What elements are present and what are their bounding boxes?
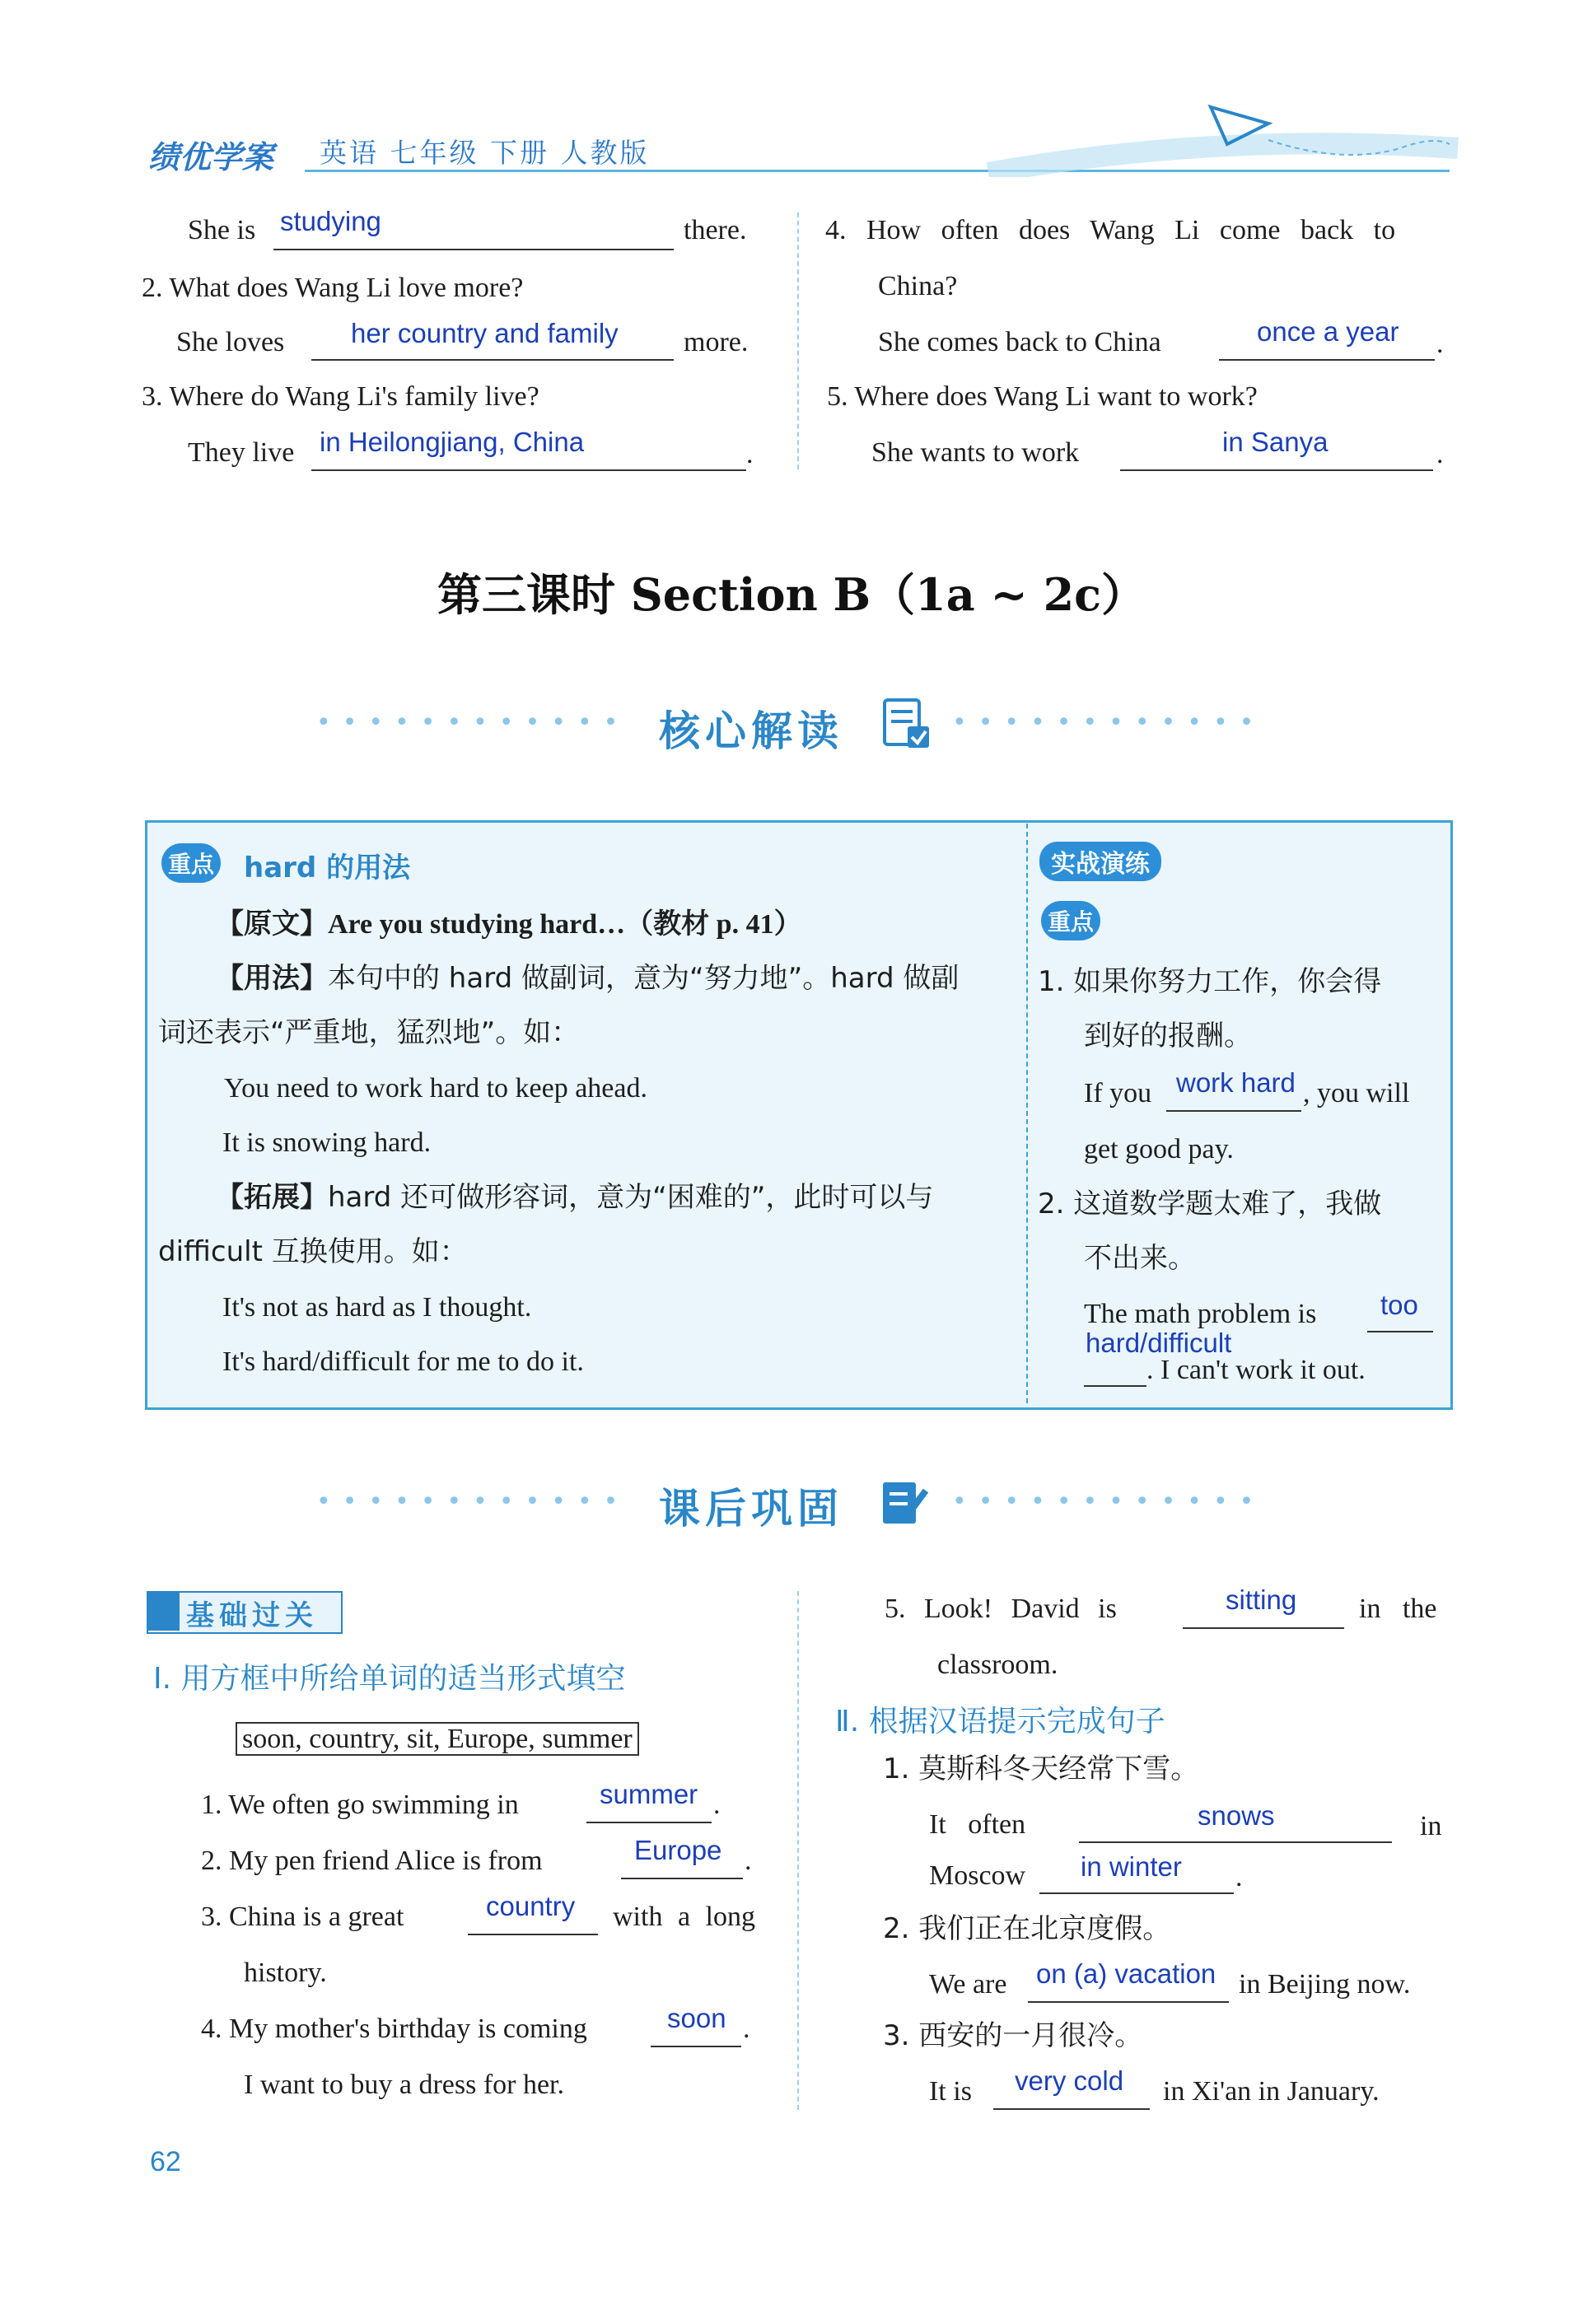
brand-logo: 绩优学案 <box>148 139 274 175</box>
dots-left: •••••••••••• <box>316 1487 630 1516</box>
answer-text: work hard <box>1176 1067 1296 1098</box>
answer-text: in Sanya <box>1222 427 1329 457</box>
answer-text: very cold <box>1015 2065 1124 2096</box>
line-text: more. <box>684 327 749 357</box>
question-2: 2. What does Wang Li love more? <box>142 273 524 303</box>
banner-core: 核心解读 <box>659 707 843 755</box>
example-1: You need to work hard to keep ahead. <box>224 1073 647 1104</box>
item-1: 1. We often go swimming in <box>201 1790 519 1820</box>
answer-text: sitting <box>1226 1584 1297 1615</box>
line-text: She wants to work <box>871 437 1080 468</box>
line-text: there. <box>684 215 747 245</box>
dots-right: •••••••••••• <box>952 708 1266 737</box>
item-cn-2: 2. 我们正在北京度假。 <box>883 1912 1171 1945</box>
example-2: It is snowing hard. <box>222 1127 432 1158</box>
answer-blank <box>311 469 746 471</box>
extend-line-1: 【拓展】hard 还可做形容词，意为“困难的”，此时可以与 <box>216 1181 934 1214</box>
line-text: in <box>1420 1811 1442 1841</box>
item-cn-1: 1. 莫斯科冬天经常下雪。 <box>883 1752 1199 1785</box>
question-3: 3. Where do Wang Li's family live? <box>142 381 539 412</box>
line-text: , you will <box>1303 1078 1410 1108</box>
answer-blank <box>468 1934 598 1935</box>
answer-blank <box>1079 1841 1392 1843</box>
practice-badge: 重点 <box>1041 901 1100 940</box>
item-cn-3: 3. 西安的一月很冷。 <box>883 2019 1143 2052</box>
line-text: . <box>745 1846 752 1876</box>
notes-icon <box>880 697 932 751</box>
answer-text: snows <box>1198 1800 1275 1831</box>
item-3: 3. China is a great <box>201 1902 404 1932</box>
section-2-title: Ⅱ. 根据汉语提示完成句子 <box>835 1705 1165 1738</box>
practice-1-cn-cont: 到好的报酬。 <box>1084 1020 1252 1052</box>
answer-text: country <box>486 1891 576 1921</box>
answer-text: on (a) vacation <box>1036 1958 1216 1989</box>
word-box: soon, country, sit, Europe, summer <box>236 1721 639 1757</box>
line-text: We are <box>929 1969 1007 2000</box>
book-pen-icon <box>878 1476 931 1530</box>
column-divider <box>797 212 799 469</box>
box-divider <box>1026 824 1028 1403</box>
flag-icon <box>147 1591 180 1631</box>
question-4-cont: China? <box>878 271 958 301</box>
answer-blank <box>651 2046 741 2047</box>
page-number: 62 <box>150 2146 181 2177</box>
line-text: in the <box>1359 1594 1437 1624</box>
answer-blank <box>1219 359 1435 361</box>
key-badge: 重点 <box>161 843 221 883</box>
answer-text: in Heilongjiang, China <box>320 427 585 457</box>
practice-pill: 实战演练 <box>1039 842 1161 881</box>
line-text: . I can't work it out. <box>1146 1355 1366 1385</box>
extend-line-2: difficult 互换使用。如： <box>158 1235 468 1268</box>
item-5: 5. Look! David is <box>885 1594 1117 1624</box>
question-5: 5. Where does Wang Li want to work? <box>827 381 1258 412</box>
answer-text: studying <box>280 206 381 236</box>
line-text: Moscow <box>929 1860 1026 1891</box>
line-text: . <box>1436 439 1444 469</box>
practice-2-cn-cont: 不出来。 <box>1084 1242 1196 1275</box>
line-text: It often <box>929 1809 1026 1840</box>
column-divider <box>797 1591 799 2110</box>
answer-blank <box>586 1822 712 1823</box>
basic-badge: 基础过关 <box>186 1599 318 1632</box>
line-text: history. <box>244 1958 327 1988</box>
answer-blank <box>1183 1627 1344 1629</box>
line-text: . <box>713 1790 721 1820</box>
answer-blank <box>311 359 674 361</box>
answer-blank <box>1084 1385 1146 1387</box>
line-text: classroom. <box>937 1650 1058 1680</box>
line-text: If you <box>1084 1078 1152 1108</box>
paper-plane-icon <box>972 99 1466 177</box>
line-text: in Xi'an in January. <box>1163 2076 1380 2107</box>
line-text: It is <box>929 2076 972 2107</box>
dots-left: •••••••••••• <box>316 708 630 737</box>
line-text: The math problem is <box>1084 1299 1317 1329</box>
header-subtitle: 英语 七年级 下册 人教版 <box>320 137 650 169</box>
answer-blank <box>993 2108 1150 2110</box>
answer-blank <box>273 249 674 250</box>
answer-blank <box>1039 1892 1234 1894</box>
example-3: It's not as hard as I thought. <box>222 1292 532 1323</box>
line-text: . <box>1436 329 1444 359</box>
answer-text: her country and family <box>351 318 619 348</box>
practice-2-cn: 2. 这道数学题太难了，我做 <box>1038 1188 1382 1220</box>
example-4: It's hard/difficult for me to do it. <box>222 1346 584 1377</box>
usage-line-2: 词还表示“严重地，猛烈地”。如： <box>158 1016 580 1049</box>
answer-text: summer <box>600 1779 698 1809</box>
line-text: in Beijing now. <box>1239 1969 1411 2000</box>
line-text: She loves <box>176 327 285 357</box>
line-text: She comes back to China <box>878 327 1161 357</box>
line-text: . <box>743 2014 750 2044</box>
item-2: 2. My pen friend Alice is from <box>201 1846 543 1876</box>
line-text: They live <box>188 437 295 468</box>
section-1-title: Ⅰ. 用方框中所给单词的适当形式填空 <box>153 1662 626 1696</box>
banner-consolidate: 课后巩固 <box>659 1485 843 1533</box>
answer-blank <box>1028 2001 1229 2003</box>
section-title: 第三课时 Section B（1a ~ 2c） <box>437 568 1146 621</box>
key-title: hard 的用法 <box>244 852 411 884</box>
line-text: . <box>746 439 754 469</box>
original-label: 【原文】Are you studying hard…（教材 p. 41） <box>216 908 802 940</box>
answer-text: Europe <box>634 1835 722 1865</box>
answer-blank <box>1120 469 1433 471</box>
line-text: with a long <box>613 1902 755 1932</box>
line-text: get good pay. <box>1084 1134 1234 1164</box>
question-4: 4. How often does Wang Li come back to <box>825 215 1396 245</box>
item-4: 4. My mother's birthday is coming <box>201 2014 587 2044</box>
answer-text: hard/difficult <box>1086 1328 1232 1358</box>
answer-text: soon <box>667 2003 726 2033</box>
dots-right: •••••••••••• <box>952 1487 1266 1516</box>
line-she-is: She is <box>188 215 256 245</box>
usage-line-1: 【用法】本句中的 hard 做副词，意为“努力地”。hard 做副 <box>216 962 960 995</box>
answer-text: once a year <box>1257 316 1399 347</box>
answer-blank <box>1367 1331 1433 1332</box>
line-text: . <box>1235 1862 1243 1892</box>
answer-blank <box>1166 1110 1301 1112</box>
answer-blank <box>621 1878 743 1879</box>
answer-text: in winter <box>1081 1851 1182 1882</box>
line-text: I want to buy a dress for her. <box>244 2070 565 2100</box>
answer-text: too <box>1380 1290 1418 1320</box>
practice-1-cn: 1. 如果你努力工作，你会得 <box>1038 965 1382 998</box>
